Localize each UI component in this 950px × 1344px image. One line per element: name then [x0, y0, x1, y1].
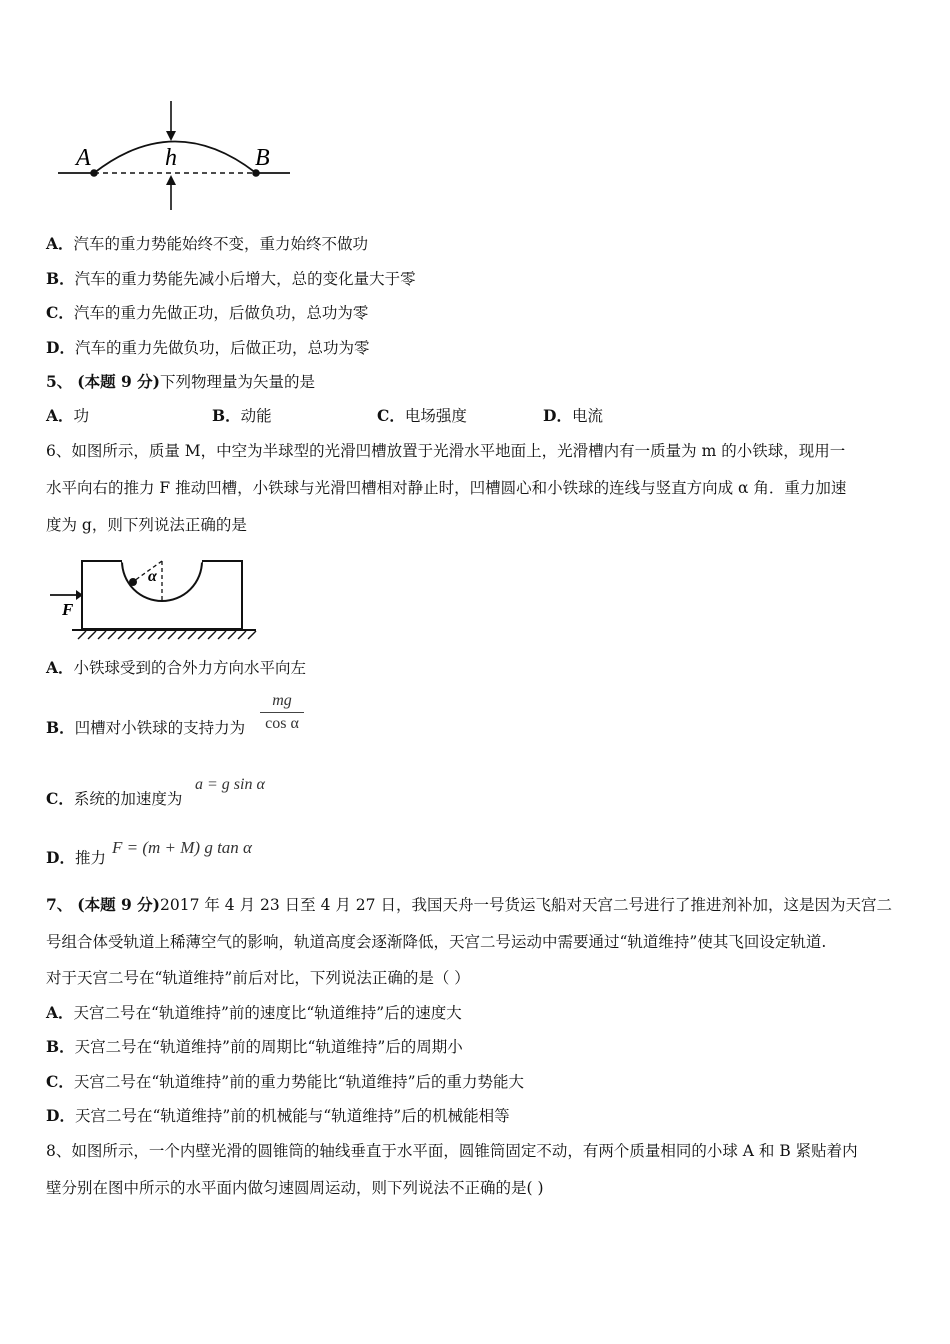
q7-stem-line-1: 7、 (本题 9 分)2017 年 4 月 23 日至 4 月 27 日，我国天舟一号货运飞船对天宫二号进行了推进剂补加，这是因为天宫二 — [46, 895, 892, 914]
q4-option-d: D．汽车的重力先做负功，后做正功，总功为零 — [46, 338, 370, 357]
q8-stem-line-2: 壁分别在图中所示的水平面内做匀速圆周运动，则下列说法不正确的是( ) — [46, 1179, 544, 1197]
q7-option-a: A．天宫二号在“轨道维持”前的速度比“轨道维持”后的速度大 — [46, 1003, 462, 1022]
q7-option-b: B．天宫二号在“轨道维持”前的周期比“轨道维持”后的周期小 — [46, 1037, 463, 1056]
thrust-formula: F = (m + M) g tan α — [112, 838, 252, 857]
force-f-label: F — [62, 600, 74, 619]
q5-option-d: D．电流 — [543, 406, 603, 425]
q6-stem-line-3: 度为 g，则下列说法正确的是 — [46, 516, 247, 534]
q5-option-c: C．电场强度 — [377, 406, 467, 425]
fraction-denominator: cos α — [265, 715, 299, 732]
fraction-numerator: mg — [272, 692, 292, 709]
q4-option-a: A．汽车的重力势能始终不变，重力始终不做功 — [46, 234, 369, 253]
point-a-label: A — [76, 145, 91, 171]
q7-option-c: C．天宫二号在“轨道维持”前的重力势能比“轨道维持”后的重力势能大 — [46, 1072, 525, 1091]
q7-stem-line-2: 号组合体受轨道上稀薄空气的影响，轨道高度会逐渐降低，天宫二号运动中需要通过“轨道维持”使其飞回设定轨道. — [46, 933, 827, 951]
q7-option-d: D．天宫二号在“轨道维持”前的机械能与“轨道维持”后的机械能相等 — [46, 1106, 510, 1125]
q6-option-d: D．推力 — [46, 848, 106, 867]
groove-figure — [46, 553, 261, 648]
point-b-label: B — [255, 145, 270, 171]
support-force-fraction — [260, 692, 304, 733]
q6-option-c: C．系统的加速度为 — [46, 789, 183, 808]
q4-option-c: C．汽车的重力先做正功，后做负功，总功为零 — [46, 303, 369, 322]
q5-option-b: B．动能 — [212, 406, 272, 425]
q6-stem-line-1: 6、如图所示，质量 M，中空为半球型的光滑凹槽放置于光滑水平地面上，光滑槽内有一质量为 m 的小铁球，现用一 — [46, 442, 846, 460]
q5-stem: 5、 (本题 9 分)下列物理量为矢量的是 — [46, 372, 315, 391]
q4-option-b: B．汽车的重力势能先减小后增大，总的变化量大于零 — [46, 269, 416, 288]
q7-stem-line-3: 对于天宫二号在“轨道维持”前后对比，下列说法正确的是（ ） — [46, 969, 470, 987]
acceleration-formula: a = g sin α — [195, 776, 265, 793]
q6-stem-line-2: 水平向右的推力 F 推动凹槽，小铁球与光滑凹槽相对静止时，凹槽圆心和小铁球的连线与竖直方向成 α 角．重力加速 — [46, 479, 847, 497]
q6-option-a: A．小铁球受到的合外力方向水平向左 — [46, 658, 307, 677]
q5-option-a: A．功 — [46, 406, 90, 425]
arc-height-figure — [50, 95, 310, 215]
alpha-label: α — [148, 568, 157, 585]
height-label: h — [165, 145, 177, 171]
q6-option-b: B．凹槽对小铁球的支持力为 — [46, 718, 246, 737]
q8-stem-line-1: 8、如图所示，一个内壁光滑的圆锥筒的轴线垂直于水平面，圆锥筒固定不动，有两个质量相同的小球 A 和 B 紧贴着内 — [46, 1142, 858, 1160]
